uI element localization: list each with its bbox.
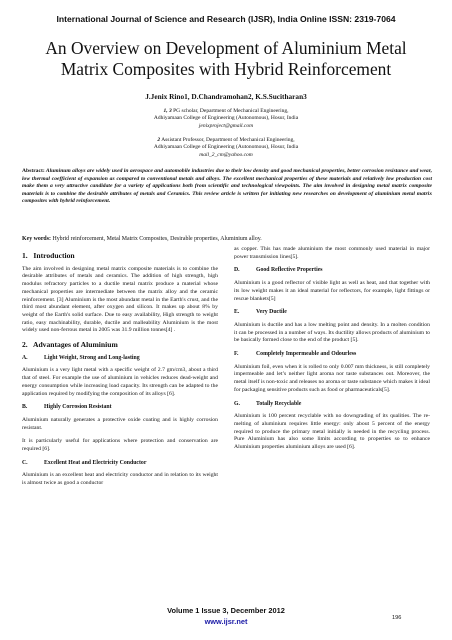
- section-a-title: Light Weight, Strong and Long-lasting: [44, 354, 140, 361]
- section-a-letter: A.: [22, 354, 28, 361]
- section-f-heading: [234, 351, 430, 359]
- keywords: [22, 236, 432, 242]
- section-g-heading: [234, 401, 430, 409]
- section-f-paragraph: Aluminium foil, even when it is rolled to only 0.007 mm thickness, is still completely impermeable and let’s neither light aroma nor taste substances out. Moreover, the metal itself is non-toxic and releases no aroma or taste substance which makes it ideal for packaging sensitive products such as food or pharmaceuticals[5].: [234, 363, 430, 393]
- section-e-paragraph: Aluminium is ductile and has a low melting point and density. In a molten condition it can be processed in a number of ways. Its ductility allows products of aluminium to be basically formed close to the end of the product [5].: [234, 321, 430, 344]
- affiliation-2-role: Assistant Professor, Department of Mechanical Engineering,: [160, 137, 295, 143]
- keywords-label: Key words:: [22, 236, 51, 242]
- section-a-heading: [22, 355, 218, 363]
- intro-paragraph: The aim involved in designing metal matrix composite materials is to combine the desirable attributes of metals and ceramics. The addition of high strength, high modulus refractory particles to a ductile metal matrix produce a material whose mechanical properties are intermediate between the matrix alloy and the ceramic reinforcement. [3] Aluminium is the most abundant metal in the Earth's crust, and the third most abundant element, after oxygen and silicon. It makes up about 8% by weight of the Earth's solid surface. Due to easy availability, High strength to weight ratio, easy machinability, durable, ductile and malleability Aluminium is the most widely used non-ferrous metal in 2005 was 31.9 million tonnes[4] .: [22, 265, 218, 334]
- journal-header: International Journal of Science and Research (IJSR), India Online ISSN: 2319-7064: [56, 14, 396, 24]
- page-number: 196: [392, 615, 402, 621]
- section-g-paragraph: Aluminium is 100 percent recyclable with no downgrading of its qualities. The re-melting of aluminium requires little energy: only about 5 percent of the energy required to produce the primary metal initially is needed in the recycling process. Pure Aluminium has also some limits according to properties so to enhance Aluminium properties aluminium alloys are used [6].: [234, 413, 430, 451]
- section-c-continuation: as copper. This has made aluminium the most commonly used material in major power transmission lines[5].: [234, 246, 430, 260]
- section-b-paragraph-2: It is particularly useful for applications where protection and conservation are required [6].: [22, 438, 218, 453]
- section-b-heading: [22, 404, 218, 412]
- abstract-label: Abstract:: [22, 168, 45, 174]
- advantages-heading: 2. Advantages of Aluminium: [22, 340, 118, 350]
- section-c-heading: [22, 460, 218, 468]
- section-e-heading: [234, 309, 430, 317]
- paper-title: [20, 38, 432, 80]
- footer-url-link[interactable]: www.ijsr.net: [204, 617, 248, 626]
- section-e-title: Very Ductile: [256, 309, 287, 316]
- section-f-title: Completely Impermeable and Odourless: [256, 351, 357, 358]
- right-column: [234, 246, 430, 458]
- affiliation-2: [0, 137, 452, 159]
- section-b-paragraph-1: Aluminium naturally generates a protective oxide coating and is highly corrosion resistant.: [22, 416, 218, 431]
- section-g-letter: G.: [234, 400, 240, 407]
- left-column: [22, 246, 218, 494]
- section-d-heading: [234, 267, 430, 275]
- affiliation-1-role: PG scholar, Department of Mechanical Engineering,: [171, 108, 289, 114]
- affiliation-2-number: 2: [157, 137, 161, 143]
- section-f-letter: F.: [234, 351, 239, 358]
- section-g-title: Totally Recyclable: [256, 400, 302, 407]
- title-line-2: Matrix Composites with Hybrid Reinforcement: [60, 59, 392, 79]
- title-line-1: An Overview on Development of Aluminium Metal: [45, 38, 407, 58]
- affiliation-1-email[interactable]: jenixproject@gmail.com: [198, 122, 254, 129]
- authors: J.Jenix Rino1, D.Chandramohan2, K.S.Sucitharan3: [145, 92, 307, 101]
- keywords-text: Hybrid reinforcement, Metal Matrix Composites, Desirable properties, Aluminium alloy.: [50, 236, 262, 242]
- section-b-letter: B.: [22, 404, 28, 411]
- affiliation-2-line-2: Adhiyamaan College of Engineering (Autonomous), Hosur, India: [153, 144, 299, 151]
- affiliation-1-line-2: Adhiyamaan College of Engineering (Autonomous), Hosur, India: [153, 115, 299, 122]
- section-b-title: Highly Corrosion Resistant: [44, 404, 112, 411]
- section-c-paragraph: Aluminium is an excellent heat and electricity conductor and in relation to its weight is almost twice as good a conductor: [22, 472, 218, 487]
- section-d-paragraph: Aluminium is a good reflector of visible light as well as heat, and that together with its low weight makes it an ideal material for reflectors, for example, light fittings or rescue blankets[5]: [234, 280, 430, 302]
- section-d-letter: D.: [234, 267, 240, 274]
- footer-volume: Volume 1 Issue 3, December 2012: [167, 606, 285, 615]
- abstract: [22, 168, 432, 206]
- affiliation-1-number: 1, 3: [163, 108, 172, 114]
- intro-heading: 1. Introduction: [22, 251, 75, 260]
- section-d-title: Good Reflective Properties: [256, 267, 323, 274]
- section-a-paragraph: Aluminium is a very light metal with a specific weight of 2.7 gm/cm3, about a third that of steel. For example the use of aluminium in vehicles reduces dead-weight and energy consumption while increasing load capacity. Its strength can be adapted to the application required by modifying the composition of its alloys [6].: [22, 367, 218, 397]
- section-c-letter: C.: [22, 459, 28, 466]
- affiliation-1: [0, 108, 452, 130]
- section-e-letter: E.: [234, 309, 240, 316]
- abstract-text: Aluminum alloys are widely used in aerospace and automobile industries due to their low density and good mechanical properties, better corrosion resistance and wear, low thermal coefficient of expansion as compared to conventional metals and alloys. The excellent mechanical properties of these materials and relatively low production cost make them a very attractive candidate for a variety of applications both from scientific and technological viewpoints. The aim involved in designing metal matrix composite materials is to combine the desirable attributes of metals and Ceramics. This review article is written for initiating new researches on development of aluminium metal matrix composites with hybrid reinforcement.: [22, 168, 432, 205]
- affiliation-2-email[interactable]: mail_2_cm@yahoo.com: [199, 151, 253, 158]
- section-c-title: Excellent Heat and Electricity Conductor: [44, 459, 147, 466]
